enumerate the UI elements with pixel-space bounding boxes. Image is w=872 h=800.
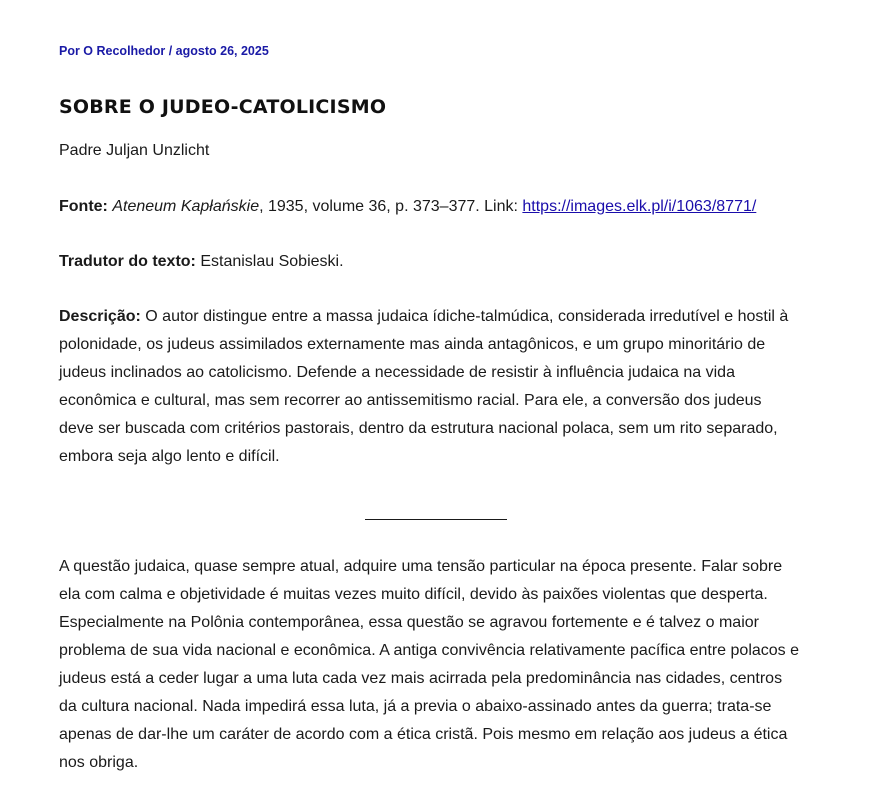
source-label: Fonte: (59, 198, 108, 215)
description-text: O autor distingue entre a massa judaica ídiche-talmúdica, considerada irredutível e hostil à polonidade, os judeus assimilados externamente mas ainda antagônicos, e um grupo minoritário de judeus inclinados ao catolicismo. Defende a necessidade de resistir à influência judaica na vida econômica e cultural, mas sem recorrer ao antissemitismo racial. Para ele, a conversão dos judeus deve ser buscada com critérios pastorais, dentro da estrutura nacional polaca, sem um rito separado, embora seja algo lento e difícil. (59, 308, 789, 465)
post-byline[interactable]: Por O Recolhedor / agosto 26, 2025 (59, 44, 269, 58)
section-divider (365, 519, 507, 520)
translator-label: Tradutor do texto: (59, 253, 196, 270)
body-paragraph: A questão judaica, quase sempre atual, adquire uma tensão particular na época presente. Falar sobre ela com calma e objetividade é muitas vezes muito difícil, devido às paixões violentas que desperta. Especialmente na Polônia contemporânea, essa questão se agravou fortemente e é talvez o maior problema de sua vida nacional e econômica. A antiga convivência relativamente pacífica entre polacos e judeus está a ceder lugar a uma luta cada vez mais acirrada pela predominância nas cidades, centros da cultura nacional. Nada impedirá essa luta, já a previa o abaixo-assinado antes da guerra; trata-se apenas de dar-lhe um caráter de acordo com a ética cristã. Pois mesmo em relação aos judeus a ética nos obriga. (59, 558, 800, 771)
source-line (59, 193, 756, 221)
translator-line (59, 248, 344, 276)
source-publication: Ateneum Kapłańskie (112, 198, 260, 215)
post-title: SOBRE O JUDEO-CATOLICISMO (59, 96, 387, 118)
author-line: Padre Juljan Unzlicht (59, 142, 210, 159)
description-paragraph (59, 303, 789, 471)
translator-name: Estanislau Sobieski. (195, 253, 344, 270)
description-label: Descrição: (59, 308, 141, 325)
source-details: , 1935, volume 36, p. 373–377. Link: (259, 198, 523, 215)
source-link[interactable]: https://images.elk.pl/i/1063/8771/ (522, 198, 757, 215)
